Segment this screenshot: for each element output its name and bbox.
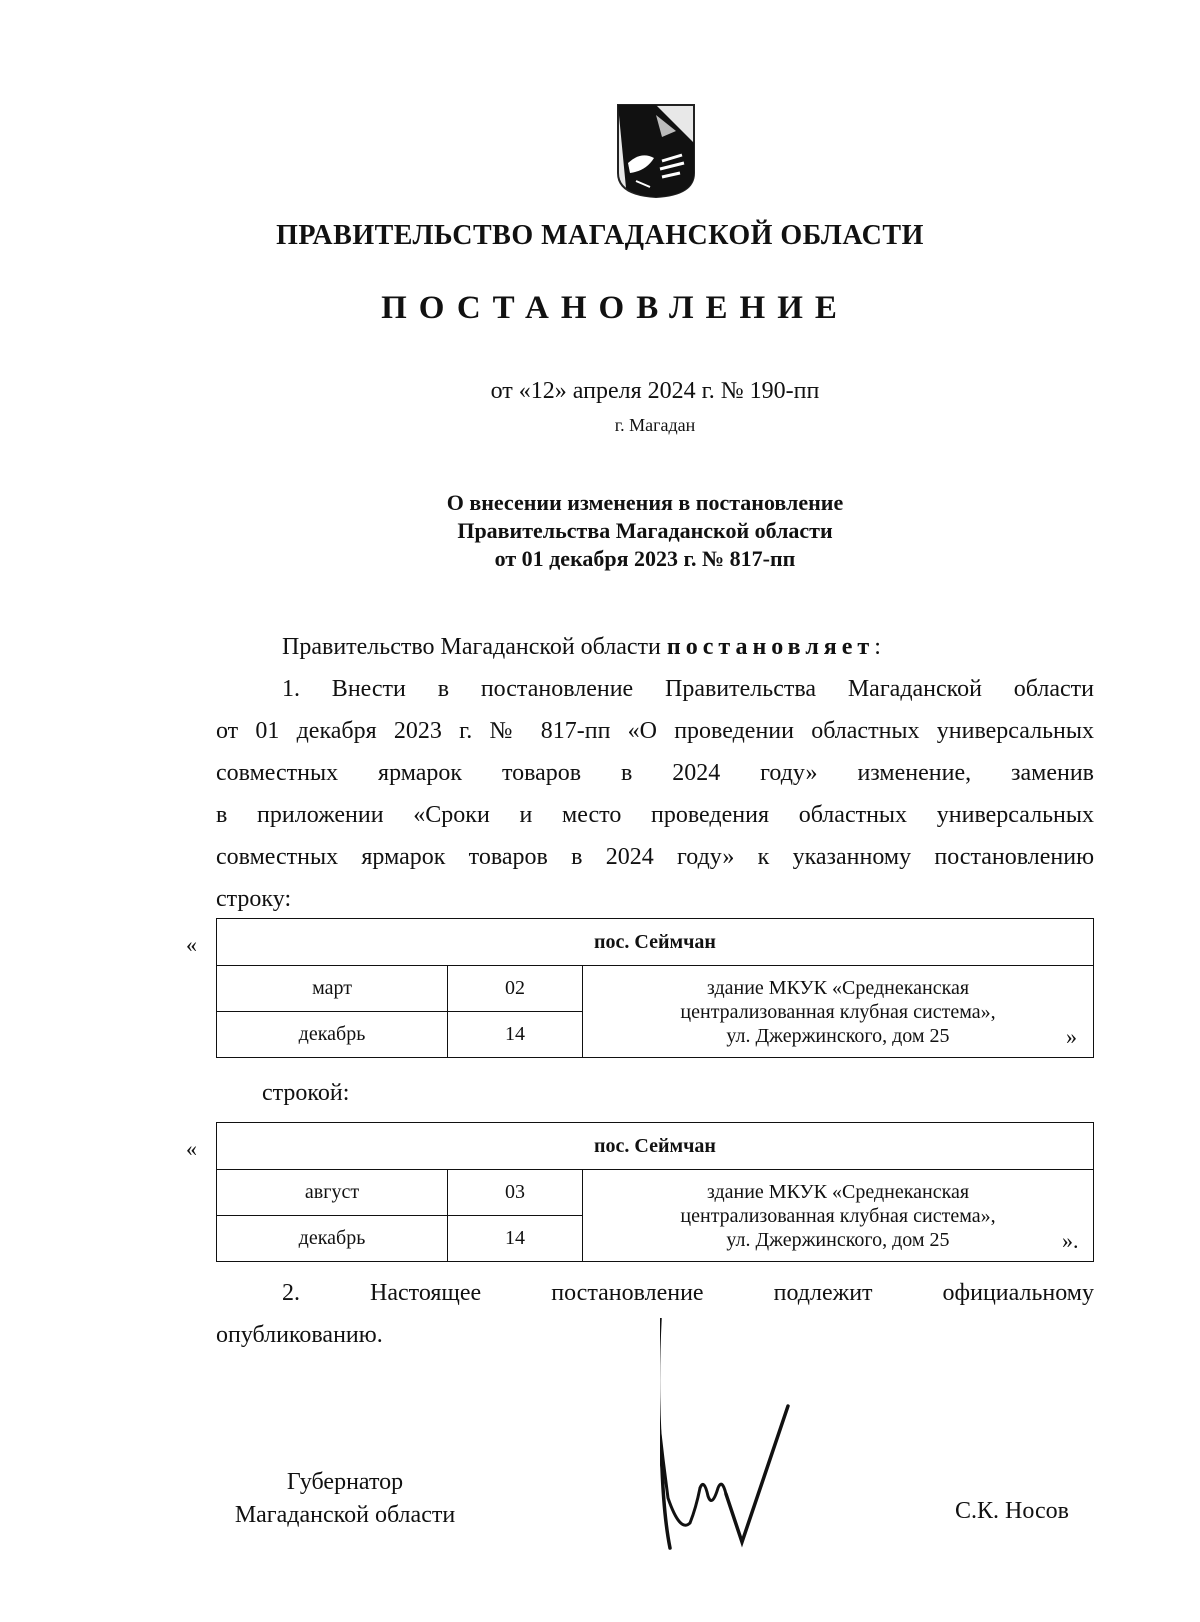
old-row-open-quote: « (186, 932, 197, 957)
old-row-address (583, 966, 1094, 1058)
new-row-month-2: декабрь (217, 1216, 448, 1262)
old-row-day-2: 14 (448, 1012, 583, 1058)
old-row-table (216, 918, 1094, 1058)
document-type: ПОСТАНОВЛЕНИЕ (381, 290, 849, 326)
paragraph-1-line-5: совместных ярмарок товаров в 2024 году» к указанному постановлению (216, 844, 1094, 870)
new-row-day-2: 14 (448, 1216, 583, 1262)
paragraph-1-line-1: 1. Внести в постановление Правительства Магаданской области (282, 676, 1094, 702)
replace-with-label: строкой: (262, 1080, 350, 1106)
subject-line-1: О внесении изменения в постановление (446, 490, 844, 515)
organization-title: ПРАВИТЕЛЬСТВО МАГАДАНСКОЙ ОБЛАСТИ (276, 220, 924, 251)
subject-line-2: Правительства Магаданской области (457, 518, 833, 543)
magadan-coat-of-arms-icon (616, 103, 696, 199)
intro-suffix: : (874, 634, 881, 660)
old-row-month-1: март (217, 966, 448, 1012)
old-row-close-quote: » (1066, 1024, 1077, 1049)
paragraph-1-line-3: совместных ярмарок товаров в 2024 году» изменение, заменив (216, 760, 1094, 786)
intro-verb: постановляет (666, 634, 875, 660)
paragraph-1-line-6: строку: (216, 886, 292, 912)
new-row-address-line-1: здание МКУК «Среднеканская (706, 1180, 970, 1203)
new-row-table (216, 1122, 1094, 1262)
subject-line-3: от 01 декабря 2023 г. № 817-пп (494, 546, 796, 571)
paragraph-1-line-2: от 01 декабря 2023 г. № 817-пп «О проведении областных универсальных (216, 718, 1094, 744)
old-row-month-2: декабрь (217, 1012, 448, 1058)
paragraph-2-line-1: 2. Настоящее постановление подлежит официальному (282, 1280, 1094, 1306)
new-row-address (583, 1170, 1094, 1262)
paragraph-2-line-2: опубликованию. (216, 1322, 383, 1348)
new-row-close-quote: ». (1062, 1228, 1079, 1253)
new-row-address-line-3: ул. Джержинского, дом 25 (726, 1228, 950, 1251)
new-row-day-1: 03 (448, 1170, 583, 1216)
old-row-settlement: пос. Сеймчан (217, 919, 1094, 966)
signatory-position-line-2: Магаданской области (234, 1502, 456, 1528)
new-row-month-1: август (217, 1170, 448, 1216)
handwritten-signature-icon (660, 1318, 830, 1558)
old-row-address-line-2: централизованная клубная система», (680, 1000, 996, 1023)
signatory-position (216, 1466, 474, 1532)
document-city: г. Магадан (614, 415, 696, 435)
old-row-day-1: 02 (448, 966, 583, 1012)
signatory-position-line-1: Губернатор (286, 1469, 404, 1495)
resolution-intro (282, 634, 881, 661)
new-row-settlement: пос. Сеймчан (217, 1123, 1094, 1170)
paragraph-1-line-4: в приложении «Сроки и место проведения областных универсальных (216, 802, 1094, 828)
intro-prefix: Правительство Магаданской области (282, 634, 667, 660)
old-row-address-line-1: здание МКУК «Среднеканская (706, 976, 970, 999)
old-row-address-line-3: ул. Джержинского, дом 25 (726, 1024, 950, 1047)
signatory-name: С.К. Носов (955, 1498, 1069, 1524)
new-row-address-line-2: централизованная клубная система», (680, 1204, 996, 1227)
document-date-number: от «12» апреля 2024 г. № 190-пп (490, 378, 820, 404)
new-row-open-quote: « (186, 1136, 197, 1161)
